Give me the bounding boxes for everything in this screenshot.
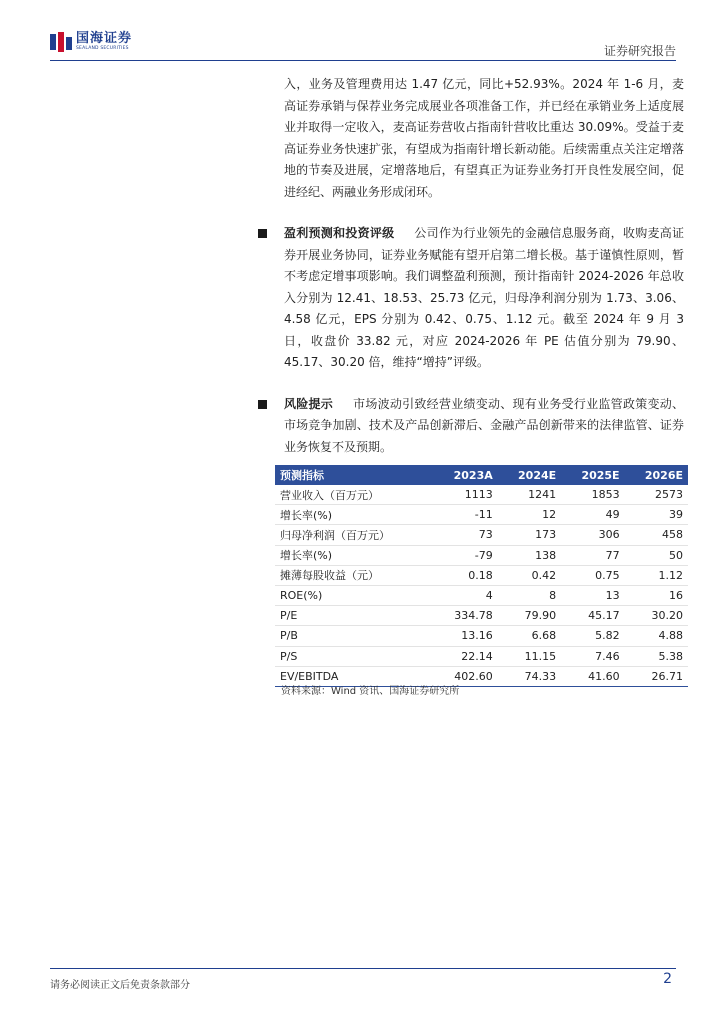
forecast-body: 公司作为行业领先的金融信息服务商，收购麦高证券开展业务协同，证券业务赋能有望开启第二增长极。基于谨慎性原则，暂不考虑定增事项影响。我们调整盈利预测，预计指南针 2024-2026 年总收入分别为 12.41、18.53、25.73 亿元，归母净利润分别为 1.73、3.06、4.58 亿元，EPS 分别为 0.42、0.75、1.12 元。截至 2024 年 9 月 3 日，收盘价 33.82 元，对应 2024-2026 年 PE 估值分别为 79.90、45.17、30.20 倍，维持“增持”评级。 — [284, 226, 684, 369]
table-header-cell: 2026E — [625, 465, 688, 485]
header-divider — [50, 60, 676, 61]
row-label: 增长率(%) — [275, 545, 433, 565]
table-cell: 79.90 — [498, 606, 561, 626]
row-label: 营业收入（百万元） — [275, 485, 433, 505]
table-cell: 49 — [561, 505, 624, 525]
row-label: P/E — [275, 606, 433, 626]
table-row — [275, 646, 688, 666]
table-cell: 173 — [498, 525, 561, 545]
table-cell: 22.14 — [433, 646, 498, 666]
table-cell: 4.88 — [625, 626, 688, 646]
table-row — [275, 525, 688, 545]
table-cell: 5.38 — [625, 646, 688, 666]
document-type: 证券研究报告 — [603, 44, 676, 58]
bullet-square-icon — [258, 229, 267, 238]
company-logo — [50, 30, 132, 54]
table-cell: 138 — [498, 545, 561, 565]
row-label: 归母净利润（百万元） — [275, 525, 433, 545]
table-header-cell: 2024E — [498, 465, 561, 485]
table-header-row — [275, 465, 688, 485]
table-cell: 30.20 — [625, 606, 688, 626]
table-cell: 73 — [433, 525, 498, 545]
table-cell: 1241 — [498, 485, 561, 505]
table-cell: 0.18 — [433, 565, 498, 585]
table-cell: 12 — [498, 505, 561, 525]
table-cell: 13 — [561, 585, 624, 605]
logo-name-cn: 国海证券 — [76, 31, 133, 47]
table-cell: 334.78 — [433, 606, 498, 626]
table-cell: 1.12 — [625, 565, 688, 585]
row-label: P/B — [275, 626, 433, 646]
table-cell: 402.60 — [433, 666, 498, 686]
bullet-square-icon — [258, 400, 267, 409]
row-label: 摊薄每股收益（元） — [275, 565, 433, 585]
table-cell: 2573 — [625, 485, 688, 505]
table-row — [275, 485, 688, 505]
forecast-title: 盈利预测和投资评级 — [284, 226, 395, 240]
intro-paragraph: 入，业务及管理费用达 1.47 亿元，同比+52.93%。2024 年 1-6 月，麦高证券承销与保荐业务完成展业各项准备工作，并已经在承销业务上适度展业并取得一定收入，麦高证券营收占指南针营收比重达 30.09%。受益于麦高证券业务快速扩张，有望成为指南针增长新动能。后续需重点关注定增落地的节奏及进展，定增落地后，有望真正为证券业务打开良性发展空间，促进经纪、两融业务形成闭环。 — [284, 77, 684, 199]
row-label: ROE(%) — [275, 585, 433, 605]
table-row — [275, 545, 688, 565]
forecast-table — [275, 465, 688, 687]
table-cell: 4 — [433, 585, 498, 605]
table-cell: 0.42 — [498, 565, 561, 585]
footer-disclaimer: 请务必阅读正文后免责条款部分 — [50, 980, 190, 991]
table-cell: 16 — [625, 585, 688, 605]
table-row — [275, 565, 688, 585]
table-source: 资料来源：Wind 资讯、国海证券研究所 — [281, 686, 460, 697]
table-cell: -79 — [433, 545, 498, 565]
table-row — [275, 585, 688, 605]
risk-title: 风险提示 — [284, 396, 334, 411]
table-cell: 0.75 — [561, 565, 624, 585]
table-cell: 1853 — [561, 485, 624, 505]
table-cell: 45.17 — [561, 606, 624, 626]
page-number: 2 — [663, 971, 672, 987]
table-cell: 77 — [561, 545, 624, 565]
row-label: 增长率(%) — [275, 505, 433, 525]
table-cell: 7.46 — [561, 646, 624, 666]
table-header-cell: 2025E — [561, 465, 624, 485]
table-header-cell: 预测指标 — [275, 465, 433, 485]
table-cell: 26.71 — [625, 666, 688, 686]
table-cell: 39 — [625, 505, 688, 525]
table-cell: 6.68 — [498, 626, 561, 646]
row-label: P/S — [275, 646, 433, 666]
table-cell: 13.16 — [433, 626, 498, 646]
table-cell: 8 — [498, 585, 561, 605]
row-label: EV/EBITDA — [275, 666, 433, 686]
table-row — [275, 606, 688, 626]
table-cell: 11.15 — [498, 646, 561, 666]
main-content — [284, 74, 684, 458]
table-header-cell: 2023A — [433, 465, 498, 485]
table-row — [275, 626, 688, 646]
page-header — [50, 30, 676, 60]
table-cell: -11 — [433, 505, 498, 525]
logo-name-en: SEALAND SECURITIES — [76, 46, 129, 52]
table-cell: 306 — [561, 525, 624, 545]
forecast-section — [258, 223, 684, 374]
table-cell: 50 — [625, 545, 688, 565]
table-cell: 458 — [625, 525, 688, 545]
table-cell: 41.60 — [561, 666, 624, 686]
risk-body: 市场波动引致经营业绩变动、现有业务受行业监管政策变动、市场竞争加剧、技术及产品创新滞后、金融产品创新带来的法律监管、证券业务恢复不及预期。 — [284, 396, 684, 454]
risk-section — [258, 394, 684, 459]
table-row — [275, 505, 688, 525]
table-cell: 5.82 — [561, 626, 624, 646]
table-cell: 74.33 — [498, 666, 561, 686]
logo-mark-icon — [50, 32, 72, 52]
table-cell: 1113 — [433, 485, 498, 505]
footer-divider — [50, 968, 676, 969]
